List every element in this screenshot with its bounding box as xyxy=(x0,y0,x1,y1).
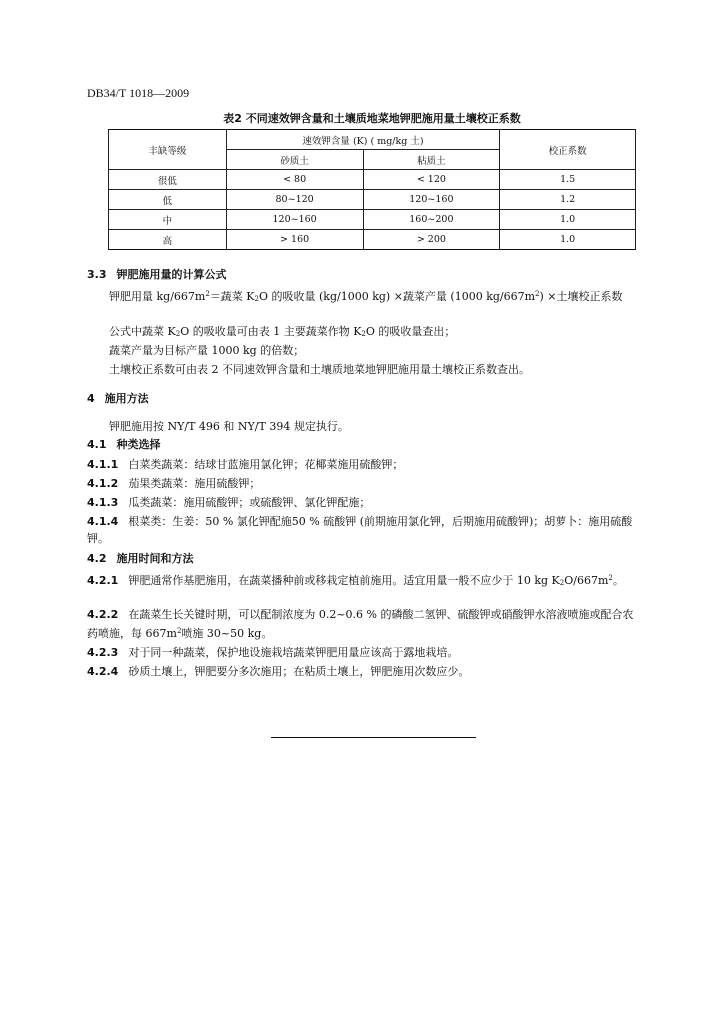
section-4-2-heading xyxy=(87,550,642,567)
section-number: 4.2 xyxy=(87,552,107,565)
clause-number: 4.1.1 xyxy=(87,458,119,471)
document-code: DB34/T 1018—2009 xyxy=(87,86,190,100)
formula-part: 钾肥用量 kg/667m xyxy=(109,290,206,303)
clause-number: 4.2.3 xyxy=(87,646,119,659)
table-row xyxy=(109,190,636,210)
cell-clay: 160~200 xyxy=(363,210,500,230)
clause-text: 砂质土壤上，钾肥要分多次施用；在粘质土壤上，钾肥施用次数应少。 xyxy=(128,665,470,678)
clause-text: 瓜类蔬菜：施用硫酸钾；或硫酸钾、氯化钾配施； xyxy=(128,496,371,509)
subscript: 2 xyxy=(254,295,259,303)
cell-coefficient: 1.0 xyxy=(500,210,636,230)
section-4-heading xyxy=(87,390,642,407)
text-part: O 的吸收量可由表 1 主要蔬菜作物 K xyxy=(180,325,362,338)
section-title: 施用时间和方法 xyxy=(116,552,194,565)
section-title: 钾肥施用量的计算公式 xyxy=(116,268,227,281)
clause-number: 4.1.3 xyxy=(87,496,119,509)
cell-sandy: < 80 xyxy=(226,170,363,190)
clause-text: 根菜类：生姜：50 % 氯化钾配施50 % 硫酸钾 (前期施用氯化钾，后期施用硫酸钾)；胡萝卜：施用硫酸钾。 xyxy=(87,515,633,545)
formula-part: ＝蔬菜 K xyxy=(209,290,255,303)
end-rule xyxy=(271,737,476,738)
cell-grade: 中 xyxy=(109,210,227,230)
clause-4-1-4 xyxy=(87,513,642,547)
cell-sandy: 120~160 xyxy=(226,210,363,230)
table-title: 表2 不同速效钾含量和土壤质地菜地钾肥施用量土壤校正系数 xyxy=(223,112,521,125)
superscript: 2 xyxy=(205,290,210,298)
section-3-3-heading xyxy=(87,266,642,283)
clause-text: 。 xyxy=(612,574,624,587)
clause-number: 4.2.1 xyxy=(87,574,119,587)
header-grade: 丰缺等级 xyxy=(109,130,227,170)
clause-number: 4.1.4 xyxy=(87,515,119,528)
formula-part: ) ×土壤校正系数 xyxy=(539,290,623,303)
clause-text: 白菜类蔬菜：结球甘蓝施用氯化钾；花椰菜施用硫酸钾； xyxy=(128,458,404,471)
cell-clay: > 200 xyxy=(363,230,500,250)
clause-4-1-2 xyxy=(87,475,642,492)
header-potassium-content: 速效钾含量 (K) ( mg/kg 土) xyxy=(226,130,500,150)
cell-grade: 高 xyxy=(109,230,227,250)
clause-text: O/667m xyxy=(564,574,609,587)
superscript: 2 xyxy=(608,574,613,582)
formula-paragraph xyxy=(87,286,642,308)
table-row xyxy=(109,170,636,190)
header-sandy-soil: 砂质土 xyxy=(226,150,363,170)
clause-text: 钾肥通常作基肥施用，在蔬菜播种前或移栽定植前施用。适宜用量一般不应少于 10 kg K xyxy=(128,574,560,587)
clause-number: 4.1.2 xyxy=(87,477,119,490)
clause-text: 茄果类蔬菜：施用硫酸钾； xyxy=(128,477,261,490)
clause-4-2-3 xyxy=(87,644,642,661)
subscript: 2 xyxy=(559,579,565,587)
paragraph: 钾肥施用按 NY/T 496 和 NY/T 394 规定执行。 xyxy=(109,420,349,433)
section-number: 3.3 xyxy=(87,268,107,281)
cell-grade: 很低 xyxy=(109,170,227,190)
cell-coefficient: 1.5 xyxy=(500,170,636,190)
formula-part: O 的吸收量 (kg/1000 kg) ×蔬菜产量 (1000 kg/667m xyxy=(259,290,536,303)
section-title: 施用方法 xyxy=(104,392,149,405)
section-number: 4 xyxy=(87,392,95,405)
cell-coefficient: 1.0 xyxy=(500,230,636,250)
cell-coefficient: 1.2 xyxy=(500,190,636,210)
cell-sandy: > 160 xyxy=(226,230,363,250)
clause-4-1-1 xyxy=(87,456,642,473)
header-coefficient: 校正系数 xyxy=(500,130,636,170)
subscript: 2 xyxy=(361,330,366,338)
cell-clay: 120~160 xyxy=(363,190,500,210)
cell-sandy: 80~120 xyxy=(226,190,363,210)
clause-number: 4.2.4 xyxy=(87,665,119,678)
section-4-1-heading xyxy=(87,436,642,453)
correction-coefficient-table xyxy=(108,129,636,250)
cell-grade: 低 xyxy=(109,190,227,210)
text-part: O 的吸收量查出； xyxy=(365,325,456,338)
clause-number: 4.2.2 xyxy=(87,608,119,621)
text-part: 公式中蔬菜 K xyxy=(109,325,176,338)
clause-text: 对于同一种蔬菜，保护地设施栽培蔬菜钾肥用量应该高于露地栽培。 xyxy=(128,646,459,659)
clause-4-2-2 xyxy=(87,606,642,642)
clause-4-2-4 xyxy=(87,663,642,680)
paragraph: 土壤校正系数可由表 2 不同速效钾含量和土壤质地菜地钾肥施用量土壤校正系数查出。 xyxy=(109,363,530,376)
section-title: 种类选择 xyxy=(116,438,161,451)
table-row xyxy=(109,210,636,230)
cell-clay: < 120 xyxy=(363,170,500,190)
paragraph: 蔬菜产量为目标产量 1000 kg 的倍数； xyxy=(109,344,305,357)
paragraph xyxy=(87,323,642,343)
clause-4-1-3 xyxy=(87,494,642,511)
clause-text: 喷施 30~50 kg。 xyxy=(181,627,273,640)
superscript: 2 xyxy=(176,627,182,635)
subscript: 2 xyxy=(175,330,181,338)
clause-4-2-1 xyxy=(87,570,642,592)
header-clay-soil: 粘质土 xyxy=(363,150,500,170)
section-number: 4.1 xyxy=(87,438,107,451)
superscript: 2 xyxy=(535,290,540,298)
clause-text: 在蔬菜生长关键时期，可以配制浓度为 0.2~0.6 % 的磷酸二氢钾、硫酸钾或硝酸钾水溶液喷施或配合农药喷施，每 667m xyxy=(87,608,634,640)
table-row xyxy=(109,230,636,250)
